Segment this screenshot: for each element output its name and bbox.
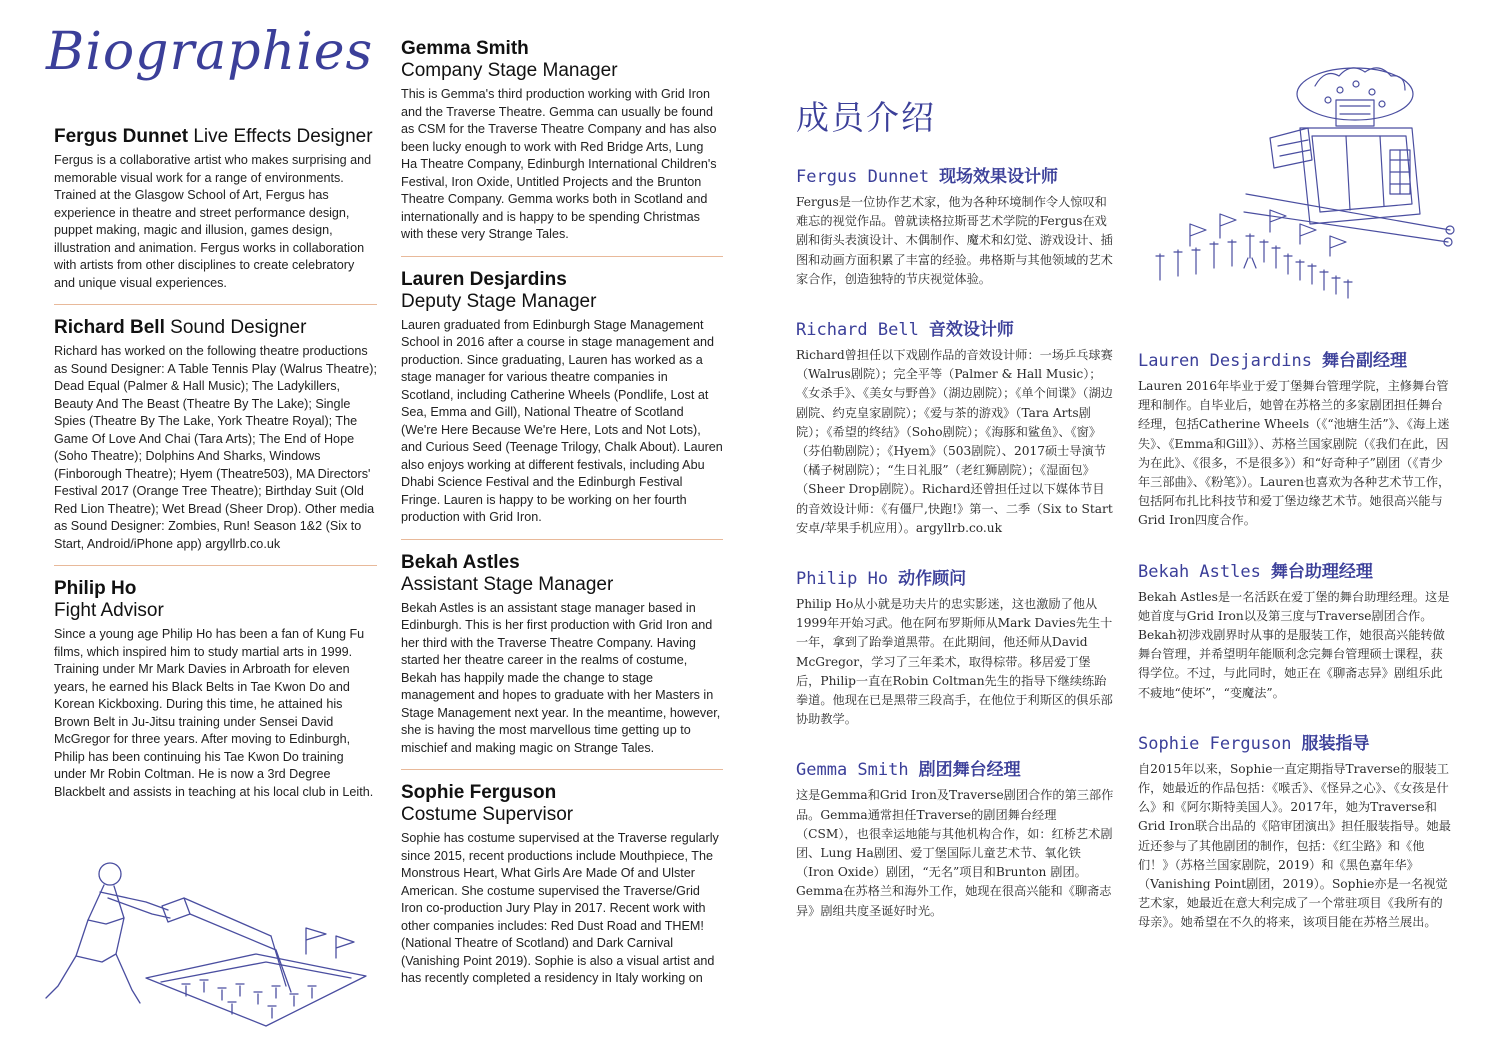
bio-role: Costume Supervisor [401, 804, 574, 825]
zh-bio-column-1 [796, 162, 1114, 947]
bio-role: 服装指导 [1301, 733, 1370, 754]
bio-role: Fight Advisor [54, 600, 164, 621]
chinese-page [750, 0, 1500, 1060]
bio-text: Fergus is a collaborative artist who makes surprising and memorable visual work for a range of environments. Trained at the Glasgow School of Art, Fergus has experience in theatre and street performance design, puppet making, magic and illusion, games design, illustration and animation. Fergus works in collaboration with artists from other disciplines to create celebratory and unique visual experiences. [54, 153, 372, 290]
pushcart-figure-illustration [36, 858, 381, 1033]
bio-role: Deputy Stage Manager [401, 290, 597, 312]
bio-text: This is Gemma's third production working with Grid Iron and the Traverse Theatre. Gemma can usually be found as CSM for the Traverse Theatre Company and has also been lucky enough to work with Red Bridge Arts, Lung Ha Theatre Company, Edinburgh International Children's Festival, Iron Oxide, Untitled Projects and the Brunton Theatre Company. Gemma works both in Scotland and internationally and is happy to be spending Christmas with these very Strange Tales. [401, 87, 717, 241]
zh-bio-lauren-desjardins [1138, 346, 1452, 531]
bio-column-1 [54, 126, 377, 801]
divider [401, 539, 723, 540]
bio-column-2 [401, 38, 723, 988]
bio-text: Bekah Astles is an assistant stage manager based in Edinburgh. This is her first production with Grid Iron and her third with the Traverse Theatre Company. Having started her theatre career in the realms of costume, Bekah has happily made the change to stage management and hopes to graduate with her Masters in Stage Management next year. In the meantime, however, she is having the most marvellous time getting up to mischief and making magic on Strange Tales. [401, 600, 721, 755]
bio-name: Sophie Ferguson [1138, 733, 1292, 754]
divider [54, 304, 377, 305]
bio-name: Gemma Smith [796, 760, 909, 781]
bio-name: Bekah Astles [401, 551, 520, 573]
bio-role: 剧团舞台经理 [918, 760, 1021, 781]
bio-role: 动作顾问 [898, 569, 967, 590]
bio-text: Richard has worked on the following theatre productions as Sound Designer: A Table Tennis Play (Walrus Theatre); Dead Equal (Palmer & Hall Music); The Ladykillers, Beauty And The Beast (Theatre By The Lake); Single Spies (Theatre By The Lake, York Theatre Royal); The Game Of Love And Chai (Tara Arts); The End of Hope (Soho Theatre); Dolphins And Sharks, Windows (Finborough Theatre); Hyem (Theatre503), MA Directors' Festival 2017 (Orange Tree Theatre); Birthday Suit (Old Red Lion Theatre); Wet Bread (Sheer Drop). Other media as Sound Designer: Zombies, Run! Season 1&2 (Six to Start, Android/iPhone app) argyllrb.co.uk [54, 344, 377, 551]
bio-role: 音效设计师 [928, 320, 1014, 341]
bio-text: Richard曾担任以下戏剧作品的音效设计师：一场乒乓球赛（Walrus剧院）；完全平等（Palmer & Hall Music）；《女杀手》、《美女与野兽》（湖边剧院）；《单个间谍》（湖边剧院、约克皇家剧院）；《爱与茶的游戏》（Tara Arts剧院）；《希望的终结》（Soho剧院）；《海豚和鲨鱼》、《窗》（芬伯勒剧院）；《Hyem》（503剧院）、2017硕士导演节（橘子树剧院）；“生日礼服”（老红狮剧院）；《湿面包》（Sheer Drop剧院）。Richard还曾担任过以下媒体节目的音效设计师：《有僵尸,快跑!》第一、二季（Six to Start安卓/苹果手机应用）。argyllrb.co.uk [796, 348, 1113, 535]
bio-role: 舞台副经理 [1322, 351, 1407, 371]
bio-role: Sound Designer [170, 317, 307, 338]
bio-text: Philip Ho从小就是功夫片的忠实影迷，这也激励了他从1999年开始习武。他在阿布罗斯师从Mark Davies先生十一年，拿到了跆拳道黑带。在此期间，他还师从David McGregor，学习了三年柔术，取得棕带。移居爱丁堡后，Philip一直在Robin Coltman先生的指导下继续练跆拳道。他现在已是黑带三段高手，在他位于利斯区的俱乐部协助教学。 [796, 597, 1113, 727]
bio-name: Lauren Desjardins [1138, 351, 1312, 371]
divider [401, 769, 723, 770]
bio-role: 舞台助理经理 [1270, 561, 1373, 582]
bio-text: Lauren 2016年毕业于爱丁堡舞台管理学院，主修舞台管理和制作。自毕业后，她曾在苏格兰的多家剧团担任舞台经理，包括Catherine Wheels（《“池塘生活”》、《海上迷失》、《Emma和Gill》）、苏格兰国家剧院（《我们在此，因为在此》、《很多，不是很多》）和“好奇种子”剧团（《青少年三部曲》、《粉笔》）。Lauren也喜欢为各种艺术节工作，包括阿布扎比科技节和爱丁堡边缘艺术节。她很高兴能与Grid Iron四度合作。 [1138, 379, 1451, 528]
page-title: 成员介绍 [796, 98, 936, 137]
bio-text: Bekah Astles是一名活跃在爱丁堡的舞台助理经理。这是她首度与Grid Iron以及第三度与Traverse剧团合作。Bekah初涉戏剧界时从事的是服装工作，她很高兴能转做舞台管理，并希望明年能顺利念完舞台管理硕士课程，获得学位。不过，与此同时，她正在《聊斋志异》剧组乐此不疲地“使坏”，“变魔法”。 [1138, 589, 1450, 700]
bio-name: Philip Ho [796, 569, 889, 590]
bio-text: Lauren graduated from Edinburgh Stage Management School in 2016 after a course in stage management and production. Since graduating, Lauren has worked as a stage manager for various theatre companies in Scotland, including Catherine Wheels (Pondlife, Lost at Sea, Emma and Gill), National Theatre of Scotland (We're Here Because We're Here, Lots and Not Lots), and Curious Seed (Teenage Trilogy, Chalk About). Lauren also enjoys working at different festivals, including Abu Dhabi Science Festival and the Edinburgh Festival Fringe. Lauren is happy to be working on her fourth production with Grid Iron. [401, 317, 723, 524]
bio-text: Since a young age Philip Ho has been a fan of Kung Fu films, which inspired him to study martial arts in 1999. Training under Mr Mark Davies in Arbroath for eleven years, he earned his Black Belts in Tae Kwon Do and Korean Kickboxing. During this time, he attained his Brown Belt in Ju-Jitsu training under Sensei David McGregor for three years. After moving to Edinburgh, Philip has been continuing his Tae Kwon Do training under Mr Robin Coltman. He is now a 3rd Degree Blackbelt and assists in teaching at his local club in Leith. [54, 627, 374, 799]
divider [401, 256, 723, 257]
bio-philip-ho [54, 578, 377, 801]
bio-name: Richard Bell [796, 320, 919, 341]
bio-name: Fergus Dunnet [796, 167, 930, 187]
bio-fergus-dunnet [54, 126, 377, 292]
bio-name: Bekah Astles [1138, 561, 1261, 582]
page-title: Biographies [46, 22, 374, 82]
bio-lauren-desjardins [401, 269, 723, 527]
bio-role: Company Stage Manager [401, 60, 618, 81]
bio-name: Sophie Ferguson [401, 782, 557, 803]
zh-bio-sophie-ferguson [1138, 729, 1452, 933]
zh-bio-richard-bell [796, 315, 1114, 538]
bio-text: Sophie has costume supervised at the Traverse regularly since 2015, recent productions include Mouthpiece, The Monstrous Heart, What Girls Are Made Of and Ulster American. She costume supervised the Traverse/Grid Iron co-production Jury Play in 2017. Recent work with other companies includes: Red Dust Road and THEM! (National Theatre of Scotland) and Dark Carnival (Vanishing Point 2019). Sophie is also a visual artist and has recently completed a residency in Italy working on [401, 831, 719, 985]
zh-bio-column-2 [1138, 346, 1452, 959]
carnival-float-illustration [1150, 64, 1465, 312]
divider [54, 565, 377, 566]
bio-text: 自2015年以来，Sophie一直定期指导Traverse的服装工作，她最近的作品包括：《喉舌》、《怪异之心》、《女孩是什么》和《阿尔斯特美国人》。2017年，她为Traverse和Grid Iron联合出品的《陪审团演出》担任服装指导。她最近还参与了其他剧团的制作，包括：《红尘路》和《他们！》（苏格兰国家剧院，2019）和《黑色嘉年华》（Vanishing Point剧团，2019）。Sophie亦是一名视觉艺术家，她最近在意大利完成了一个常驻项目《我所有的母亲》。她希望在不久的将来，该项目能在苏格兰展出。 [1138, 761, 1451, 930]
bio-role: Assistant Stage Manager [401, 573, 614, 595]
zh-bio-philip-ho [796, 564, 1114, 729]
bio-name: Gemma Smith [401, 38, 529, 59]
bio-name: Philip Ho [54, 578, 137, 599]
bio-gemma-smith [401, 38, 723, 244]
bio-richard-bell [54, 317, 377, 553]
bio-role: Live Effects Designer [193, 126, 373, 147]
bio-text: Fergus是一位协作艺术家，他为各种环境制作令人惊叹和难忘的视觉作品。曾就读格拉斯哥艺术学院的Fergus在戏剧和街头表演设计、木偶制作、魔术和幻觉、游戏设计、插图和动画方面积累了丰富的经验。弗格斯与其他领域的艺术家合作，创造独特的节庆视觉体验。 [796, 195, 1113, 286]
bio-sophie-ferguson [401, 782, 723, 988]
bio-role: 现场效果设计师 [939, 167, 1059, 187]
bio-name: Fergus Dunnet [54, 126, 189, 147]
zh-bio-fergus-dunnet [796, 162, 1114, 289]
zh-bio-bekah-astles [1138, 557, 1452, 703]
bio-name: Lauren Desjardins [401, 268, 567, 290]
bio-name: Richard Bell [54, 317, 165, 338]
bio-text: 这是Gemma和Grid Iron及Traverse剧团合作的第三部作品。Gemma通常担任Traverse的剧团舞台经理（CSM），也很幸运地能与其他机构合作，如：红桥艺术剧团、Lung Ha剧团、爱丁堡国际儿童艺术节、氧化铁（Iron Oxide）剧团，“无名”项目和Brunton 剧团。Gemma在苏格兰和海外工作，她现在很高兴能和《聊斋志异》剧组共度圣诞好时光。 [796, 788, 1114, 918]
bio-bekah-astles [401, 552, 723, 758]
zh-bio-gemma-smith [796, 755, 1114, 920]
